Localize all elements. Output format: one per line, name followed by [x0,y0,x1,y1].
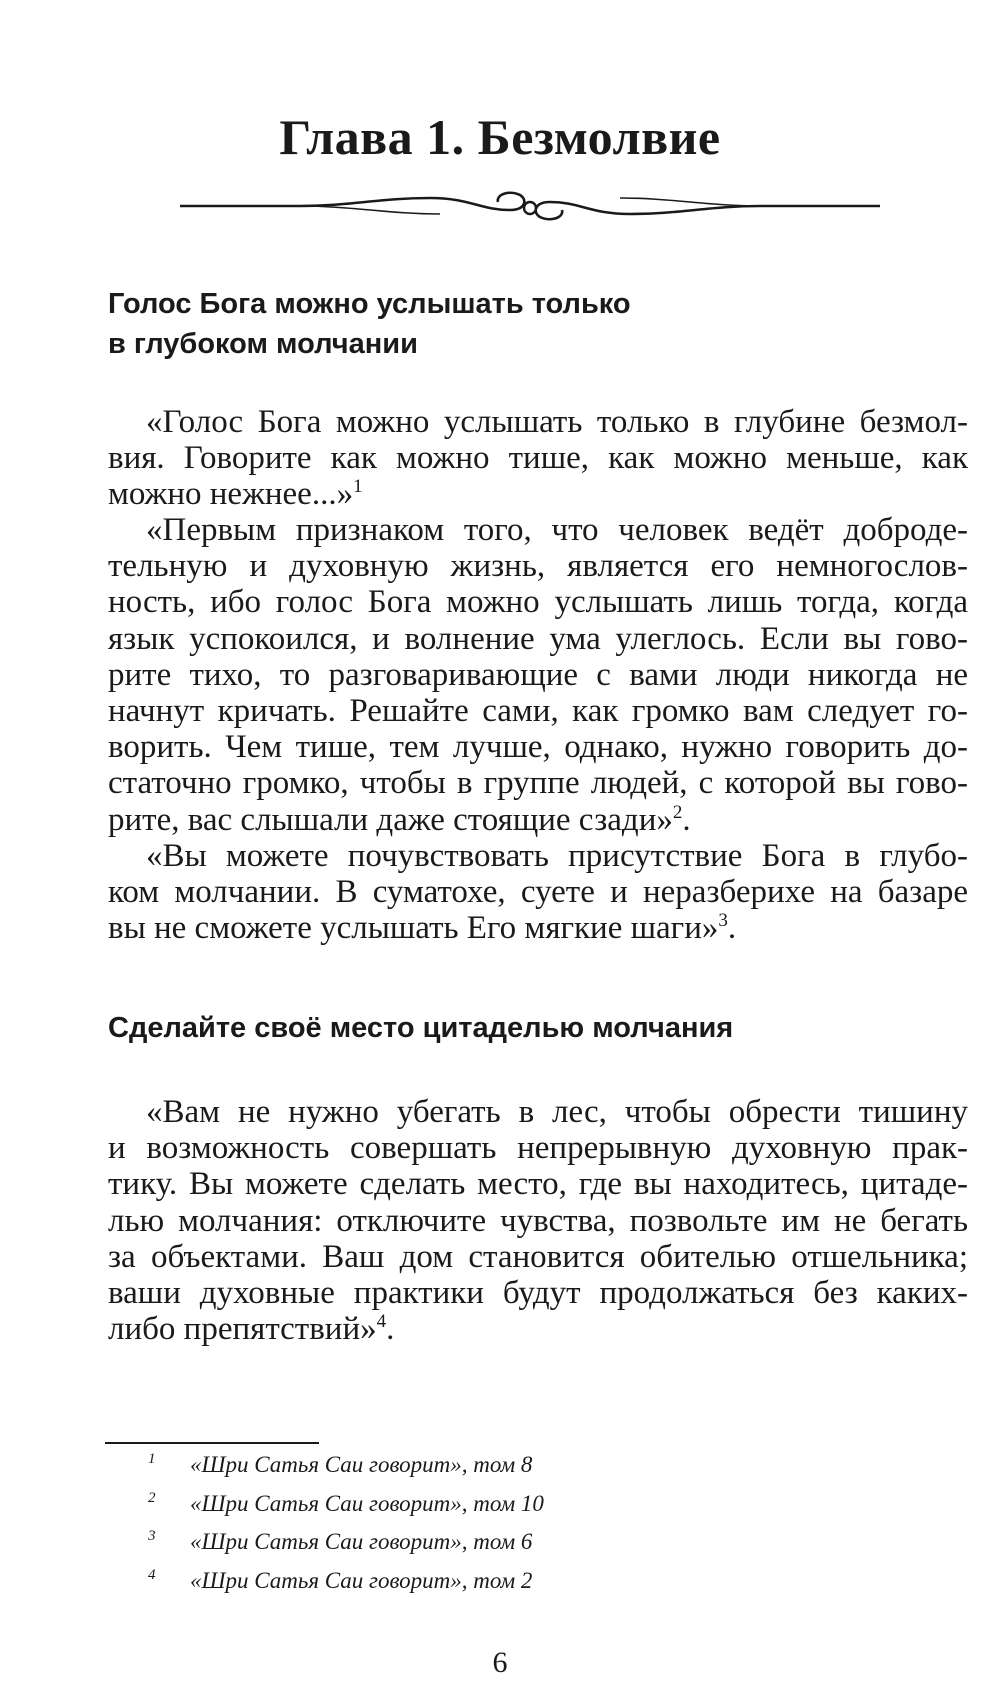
chapter-title: Глава 1. Безмолвие [279,109,721,165]
text-line: ваши духовные практики будут продолжаться без каких- [108,1275,968,1312]
text-line: начнут кричать. Решайте сами, как громко вам следует го- [108,693,968,730]
text-line: лью молчания: отключите чувства, позвольте им не бегать [108,1202,968,1239]
text-line: «Вам не нужно убегать в лес, чтобы обрести тишину [146,1094,968,1130]
footnote-ref: 1 [353,476,363,498]
text-line: рите тихо, то разговаривающие с вами люди никогда не [108,656,968,693]
paragraph-2 [108,512,968,838]
paragraph-1 [108,404,968,513]
footnote-text: «Шри Сатья Саи говорит», том 2 [190,1567,533,1593]
paragraph-3 [108,838,968,947]
heading-line: в глубоком молчании [108,328,418,360]
heading-line: Голос Бога можно услышать только [108,288,631,320]
text-line: ворить. Чем тише, тем лучше, однако, нужно говорить до- [108,729,968,766]
text-line: тику. Вы можете сделать место, где вы находитесь, цитаде- [108,1166,968,1203]
text-line [108,802,968,838]
text-line: «Голос Бога можно услышать только в глубине безмол- [146,404,968,440]
text-line: и возможность совершать непрерывную духовную прак- [108,1130,968,1167]
footnote-item [148,1452,848,1491]
footnote-divider [105,1442,319,1444]
text-segment: вы не сможете услышать Его мягкие шаги» [108,910,719,947]
text-line [108,1311,968,1347]
footnote-item [148,1568,848,1607]
text-line: ность, ибо голос Бога можно услышать лишь тогда, когда [108,584,968,621]
footnote-number: 4 [148,1566,156,1583]
text-line [108,910,968,946]
text-line [108,476,968,512]
footnote-item [148,1491,848,1530]
footnote-ref: 2 [672,801,683,823]
text-line: язык успокоился, и волнение ума улеглось. Если вы гово- [108,620,968,657]
footnote-number: 3 [148,1528,156,1544]
text-line: «Вы можете почувствовать присутствие Бога в глубо- [146,838,968,874]
text-segment: можно нежнее...» [108,476,354,513]
paragraph-4 [108,1094,968,1347]
footnote-ref: 4 [376,1311,387,1333]
footnote-text: «Шри Сатья Саи говорит», том 8 [190,1452,533,1477]
footnotes [148,1452,848,1606]
text-segment: либо препятствий» [108,1311,377,1348]
footnote-ref: 3 [718,910,728,932]
text-segment: . [682,801,691,838]
text-line: тельную и духовную жизнь, является его немногослов- [108,548,968,585]
text-line: вия. Говорите как можно тише, как можно меньше, как [108,440,968,477]
text-line: ком молчании. В суматохе, суете и неразберихе на базаре [108,874,968,911]
footnote-number: 1 [148,1451,156,1467]
footnote-number: 2 [148,1489,156,1506]
text-line: статочно громко, чтобы в группе людей, с которой вы гово- [108,765,968,802]
footnote-text: «Шри Сатья Саи говорит», том 10 [190,1490,544,1516]
text-segment: . [386,1311,395,1348]
footnote-item [148,1529,848,1568]
text-segment: рите, вас слышали даже стоящие сзади» [108,801,673,838]
text-line: «Первым признаком того, что человек ведёт доброде- [146,512,968,548]
footnote-text: «Шри Сатья Саи говорит», том 6 [190,1529,533,1554]
section-heading-1 [108,284,908,364]
heading-line: Сделайте своё место цитаделью молчания [108,1012,734,1044]
page-number: 6 [492,1646,508,1679]
text-segment: . [727,910,737,947]
section-heading-2 [108,1008,908,1048]
scroll-flourish-icon [180,186,880,226]
text-line: за объектами. Ваш дом становится обителью отшельника; [108,1238,968,1275]
